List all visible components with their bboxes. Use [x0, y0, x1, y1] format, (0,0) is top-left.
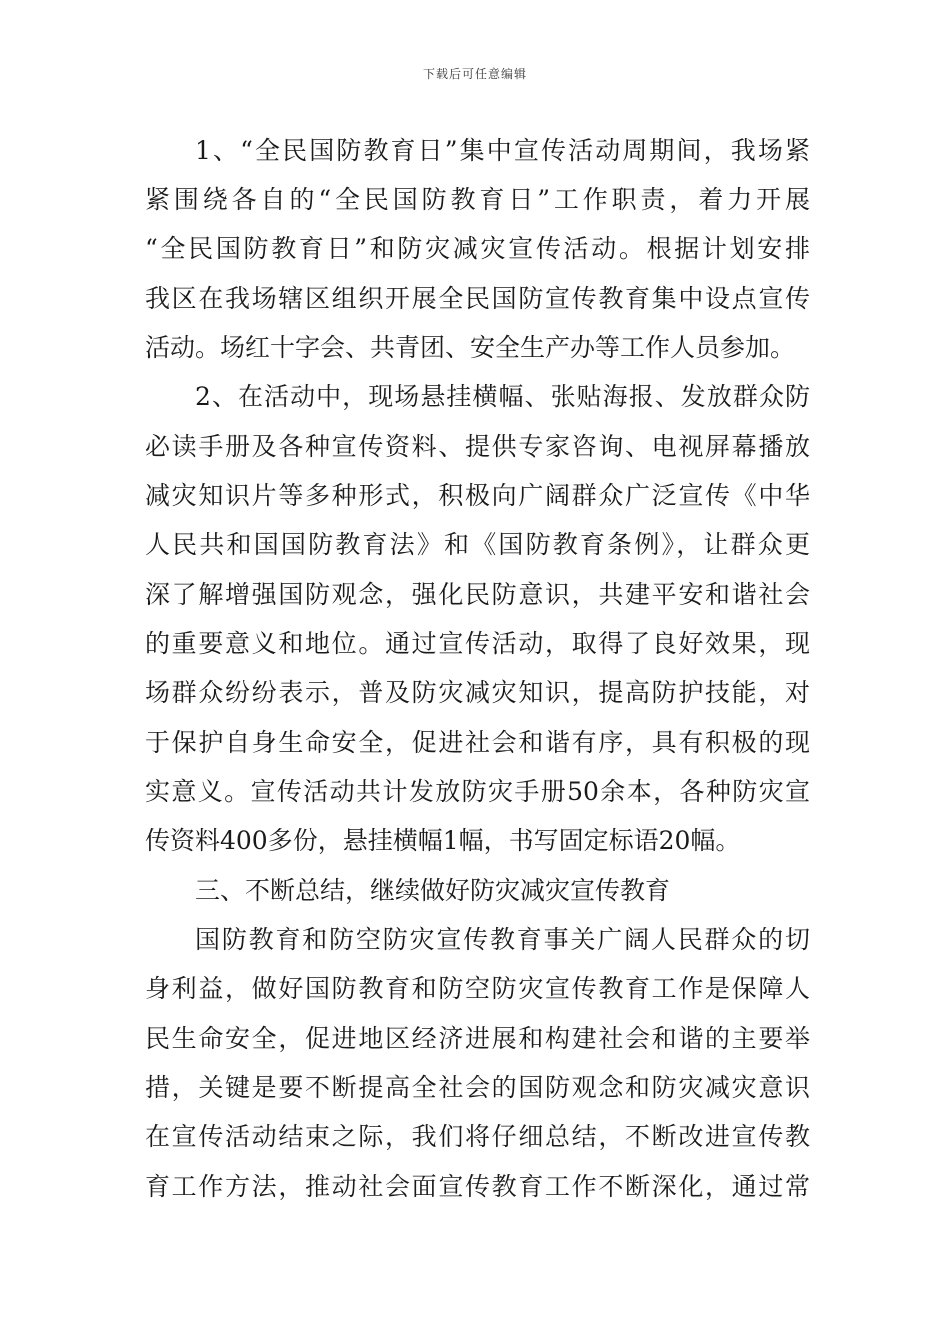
text-line: 必读手册及各种宣传资料、提供专家咨询、电视屏幕播放	[145, 432, 810, 461]
text-line: 育工作方法，推动社会面宣传教育工作不断深化，通过常	[145, 1172, 810, 1201]
text-line: 2、在活动中，现场悬挂横幅、张贴海报、发放群众防	[195, 382, 810, 411]
text-line: 措，关键是要不断提高全社会的国防观念和防灾减灾意识	[145, 1073, 810, 1102]
text-line: 场群众纷纷表示，普及防灾减灾知识，提高防护技能，对	[145, 678, 810, 707]
text-line: 深了解增强国防观念，强化民防意识，共建平安和谐社会	[145, 580, 810, 609]
text-line: 于保护自身生命安全，促进社会和谐有序，具有积极的现	[145, 728, 810, 757]
text-line: 身利益，做好国防教育和防空防灾宣传教育工作是保障人	[145, 974, 810, 1003]
text-line: 实意义。宣传活动共计发放防灾手册50余本，各种防灾宣	[145, 777, 810, 806]
text-line: 我区在我场辖区组织开展全民国防宣传教育集中设点宣传	[145, 284, 810, 313]
text-line: 1、“全民国防教育日”集中宣传活动周期间，我场紧	[195, 136, 810, 165]
text-line: 民生命安全，促进地区经济进展和构建社会和谐的主要举	[145, 1024, 810, 1053]
text-line: “全民国防教育日”和防灾减灾宣传活动。根据计划安排	[145, 234, 810, 263]
text-line: 紧围绕各自的“全民国防教育日”工作职责，着力开展	[145, 185, 810, 214]
section-heading: 三、不断总结，继续做好防灾减灾宣传教育	[195, 876, 671, 905]
text-line: 传资料400多份，悬挂横幅1幅，书写固定标语20幅。	[145, 826, 741, 855]
page-header-note: 下载后可任意编辑	[422, 67, 527, 81]
text-line: 减灾知识片等多种形式，积极向广阔群众广泛宣传《中华	[145, 481, 810, 510]
text-line: 的重要意义和地位。通过宣传活动，取得了良好效果，现	[145, 629, 810, 658]
text-line: 国防教育和防空防灾宣传教育事关广阔人民群众的切	[195, 925, 810, 954]
text-line: 活动。场红十字会、共青团、安全生产办等工作人员参加。	[145, 333, 796, 362]
text-line: 人民共和国国防教育法》和《国防教育条例》，让群众更	[145, 530, 810, 559]
text-line: 在宣传活动结束之际，我们将仔细总结，不断改进宣传教	[145, 1122, 810, 1151]
